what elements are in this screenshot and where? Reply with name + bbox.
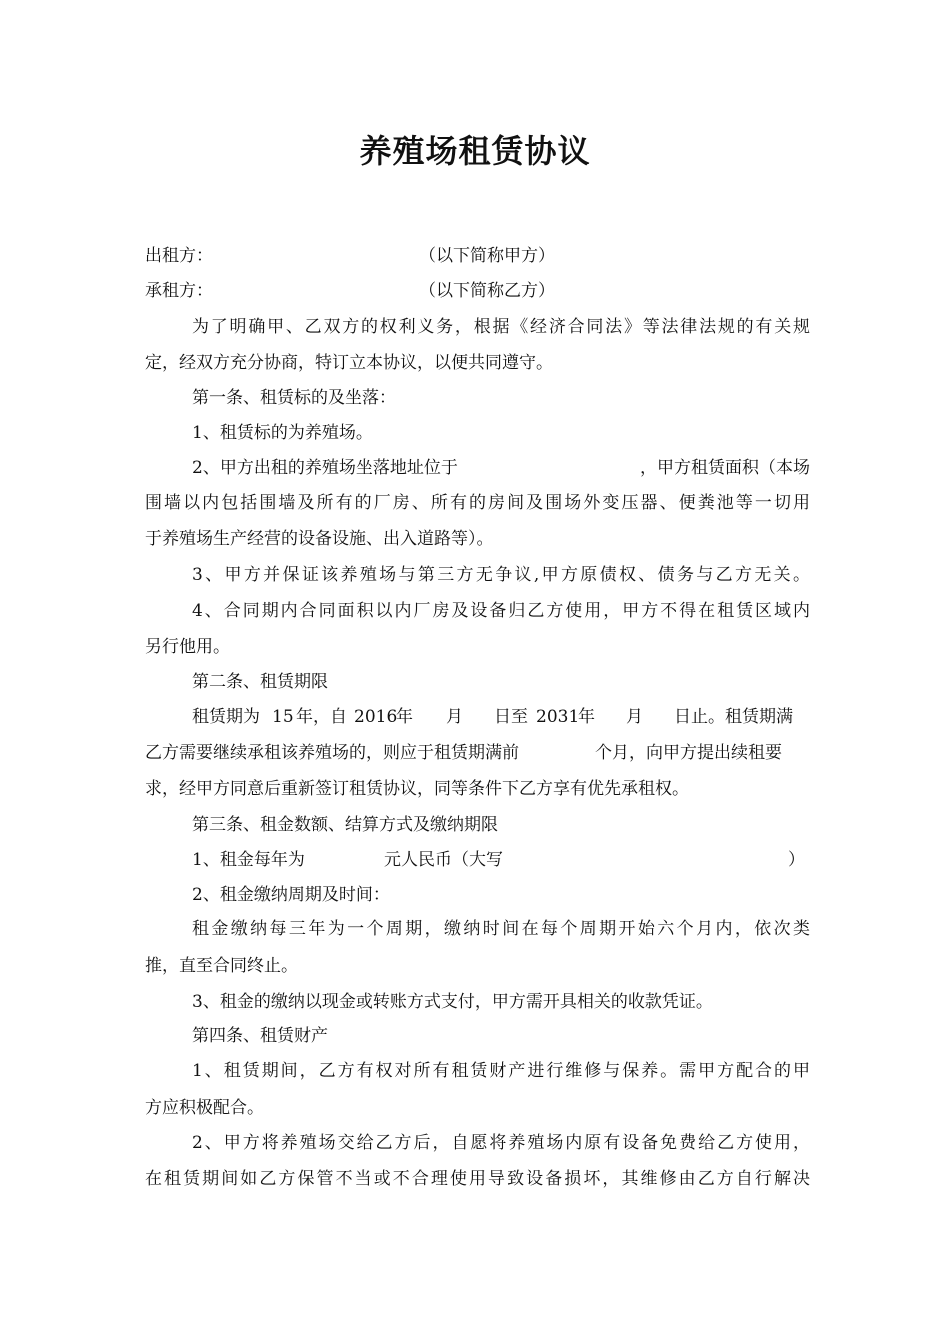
article1-item3: 3、甲方并保证该养殖场与第三方无争议,甲方原债权、债务与乙方无关。: [192, 565, 810, 585]
rent-amount-line: [192, 845, 810, 875]
renewal-line: 求，经甲方同意后重新签订租赁协议，同等条件下乙方享有优先承租权。: [145, 779, 689, 799]
lease-years: 15: [272, 707, 294, 727]
renewal-text: 个月，向甲方提出续租要: [595, 743, 782, 763]
lease-term-text: 年: [396, 707, 413, 727]
preamble-line: 为了明确甲、乙双方的权利义务，根据《经济合同法》等法律法规的有关规: [192, 317, 810, 337]
article1-item2-line: [192, 453, 810, 483]
lease-term-text: 月: [626, 707, 643, 727]
rent-close-paren: ）: [788, 850, 805, 870]
lease-term-line: [192, 702, 810, 732]
lease-term-text: 年，自: [296, 707, 347, 727]
start-year: 2016: [354, 707, 398, 727]
article4-item2-line: 2、甲方将养殖场交给乙方后，自愿将养殖场内原有设备免费给乙方使用，: [192, 1133, 810, 1153]
renewal-text: 乙方需要继续承租该养殖场的，则应于租赁期满前: [145, 743, 519, 763]
lessor-label: 出租方：: [145, 246, 213, 266]
article1-item2-line: 围墙以内包括围墙及所有的厂房、所有的房间及围场外变压器、便粪池等一切用: [145, 493, 810, 513]
lessor-line: [145, 241, 810, 271]
preamble-line: 定，经双方充分协商，特订立本协议，以便共同遵守。: [145, 353, 553, 373]
rent-currency-label: 元人民币（大写: [384, 850, 503, 870]
article3-item2: 2、租金缴纳周期及时间：: [192, 885, 390, 905]
article3-item3: 3、租金的缴纳以现金或转账方式支付，甲方需开具相关的收款凭证。: [192, 992, 713, 1012]
article2-heading: 第二条、租赁期限: [192, 672, 328, 692]
lease-term-text: 年: [578, 707, 595, 727]
lease-term-text: 租赁期为: [192, 707, 260, 727]
article4-item1-line: 方应积极配合。: [145, 1098, 264, 1118]
article1-item4-line: 另行他用。: [145, 637, 230, 657]
article1-heading: 第一条、租赁标的及坐落：: [192, 388, 396, 408]
lease-term-text: 日止。租赁期满: [674, 707, 793, 727]
article4-item1-line: 1、租赁期间，乙方有权对所有租赁财产进行维修与保养。需甲方配合的甲: [192, 1061, 810, 1081]
document-title: 养殖场租赁协议: [359, 132, 591, 170]
article1-item2-line: 于养殖场生产经营的设备设施、出入道路等）。: [145, 529, 494, 549]
area-label: ，甲方租赁面积（本场: [640, 458, 810, 478]
article1-item4-line: 4、合同期内合同面积以内厂房及设备归乙方使用，甲方不得在租赁区域内: [192, 601, 810, 621]
lessee-alias: （以下简称乙方）: [419, 281, 555, 301]
article4-item2-line: 在租赁期间如乙方保管不当或不合理使用导致设备损坏，其维修由乙方自行解决: [145, 1169, 810, 1189]
end-year: 2031: [536, 707, 580, 727]
lessee-line: [145, 276, 810, 306]
article3-item2-body-line: 租金缴纳每三年为一个周期，缴纳时间在每个周期开始六个月内，依次类: [192, 919, 810, 939]
lessee-label: 承租方：: [145, 281, 213, 301]
rent-amount-label: 1、租金每年为: [192, 850, 305, 870]
address-label: 2、甲方出租的养殖场坐落地址位于: [192, 458, 458, 478]
lease-term-text: 日至: [494, 707, 528, 727]
article3-heading: 第三条、租金数额、结算方式及缴纳期限: [192, 815, 498, 835]
article4-heading: 第四条、租赁财产: [192, 1026, 328, 1046]
lease-term-text: 月: [446, 707, 463, 727]
lessor-alias: （以下简称甲方）: [419, 246, 555, 266]
article1-item1: 1、租赁标的为养殖场。: [192, 423, 373, 443]
renewal-line: [145, 738, 810, 768]
article3-item2-body-line: 推，直至合同终止。: [145, 956, 298, 976]
